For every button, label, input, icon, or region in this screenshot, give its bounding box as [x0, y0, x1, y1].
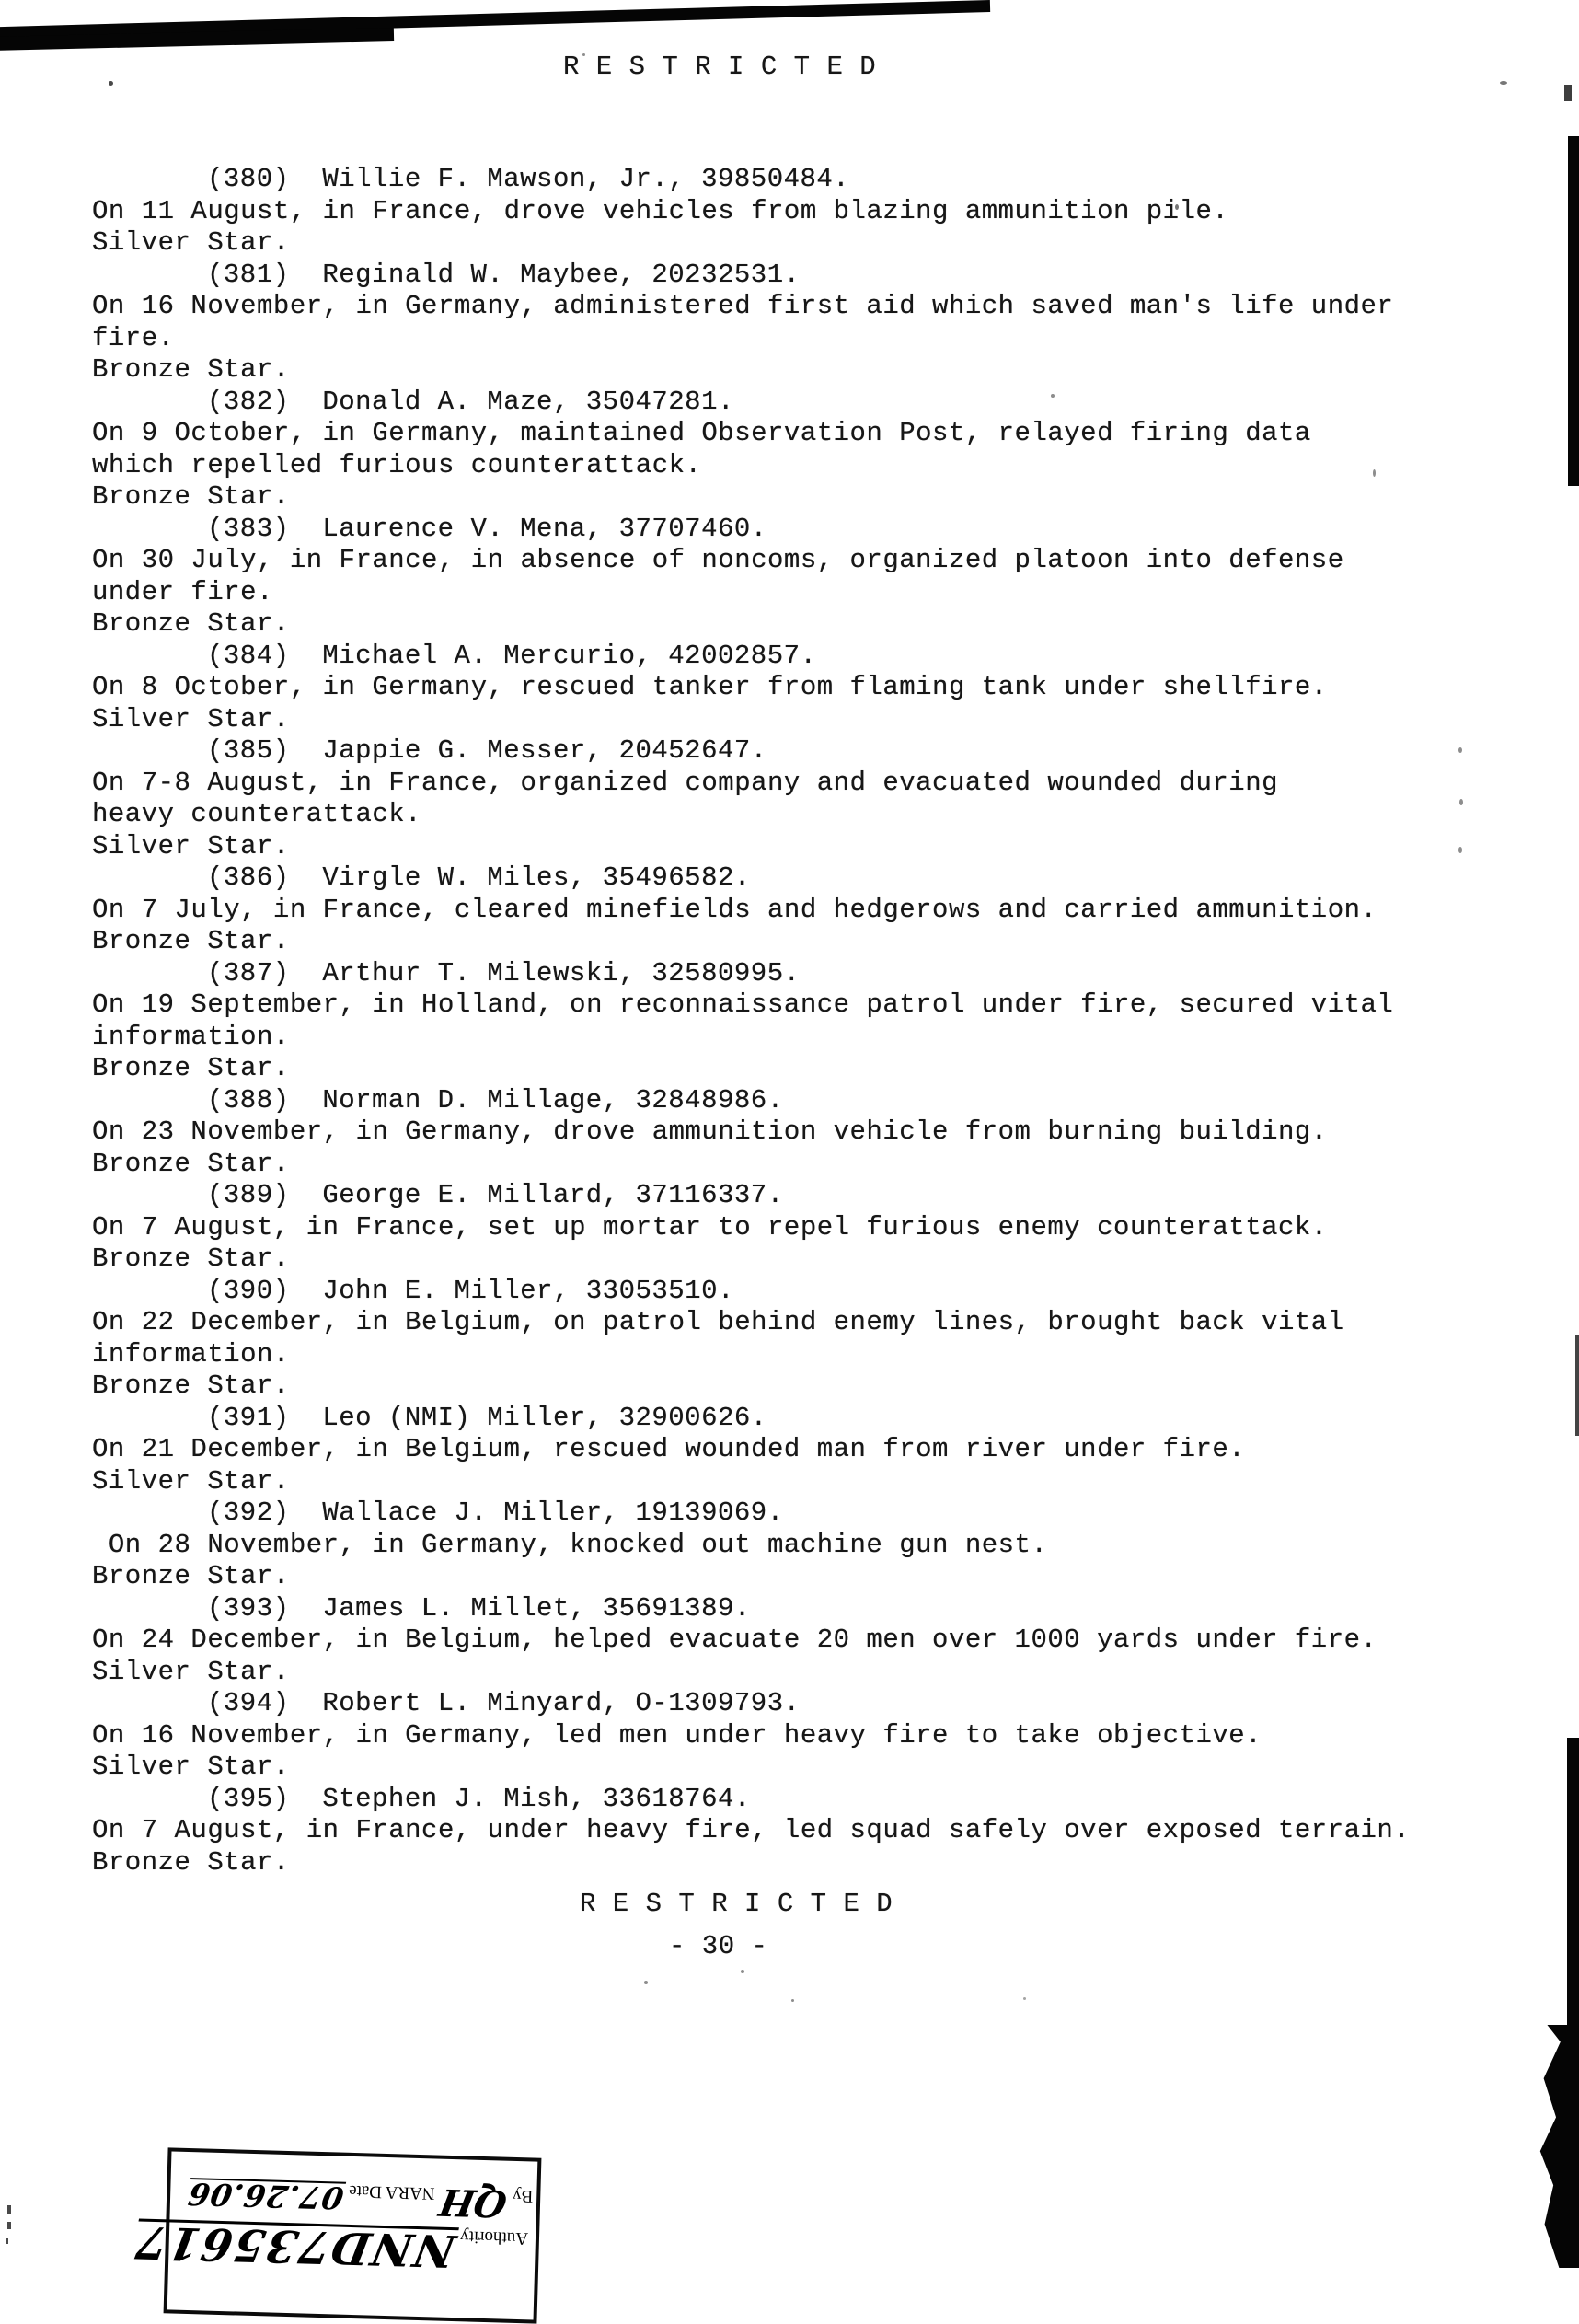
- entry-action-line: On 7 August, in France, under heavy fire, led squad safely over exposed terrain.: [92, 1815, 1411, 1845]
- entry-header: (387) Arthur T. Milewski, 32580995.: [207, 957, 801, 989]
- entry-header: (382) Donald A. Maze, 35047281.: [207, 386, 734, 417]
- entry-header: (392) Wallace J. Miller, 19139069.: [207, 1497, 784, 1528]
- classification-header: R E S T R I C T E D: [563, 52, 877, 82]
- entry-award: Silver Star.: [92, 1656, 290, 1687]
- noise-speck: [644, 1981, 648, 1984]
- entry-action-line: On 16 November, in Germany, administered first aid which saved man's life under: [92, 291, 1394, 321]
- entry-action-line: On 16 November, in Germany, led men under heavy fire to take objective.: [92, 1719, 1262, 1751]
- stamp-by-date-row: [184, 2175, 534, 2226]
- noise-speck: [791, 1999, 794, 2002]
- entry-award: Silver Star.: [92, 830, 290, 861]
- entry-award: Bronze Star.: [92, 1561, 290, 1591]
- entry-award: Bronze Star.: [92, 354, 290, 385]
- entry-header: (395) Stephen J. Mish, 33618764.: [207, 1783, 751, 1814]
- entry-action-line: fire.: [92, 322, 175, 353]
- stamp-date-label: NARA Date: [348, 2180, 435, 2203]
- page-number: - 30 -: [669, 1931, 768, 1961]
- entry-header: (393) James L. Millet, 35691389.: [207, 1592, 751, 1624]
- entry-award: Silver Star.: [92, 1465, 290, 1497]
- entry-award: Bronze Star.: [92, 481, 290, 512]
- entry-action-line: On 7 July, in France, cleared minefields and hedgerows and carried ammunition.: [92, 894, 1377, 925]
- entry-award: Bronze Star.: [92, 1148, 290, 1179]
- scan-edge-right-mark: [1575, 1335, 1579, 1436]
- entry-award: Bronze Star.: [92, 926, 290, 956]
- classification-footer: R E S T R I C T E D: [580, 1889, 893, 1919]
- declassification-stamp: [130, 2147, 542, 2323]
- entry-header: (380) Willie F. Mawson, Jr., 39850484.: [207, 164, 850, 194]
- entry-action-line: On 22 December, in Belgium, on patrol behind enemy lines, brought back vital: [92, 1307, 1344, 1337]
- noise-speck: [1564, 85, 1572, 101]
- stamp-by-label: By: [512, 2185, 534, 2206]
- entry-header: (381) Reginald W. Maybee, 20232531.: [207, 259, 801, 290]
- entry-action-line: On 7 August, in France, set up mortar to repel furious enemy counterattack.: [92, 1211, 1328, 1243]
- noise-speck: [741, 1970, 744, 1973]
- entry-award: Silver Star.: [92, 1752, 290, 1782]
- noise-speck: [7, 2205, 11, 2214]
- entry-award: Bronze Star.: [92, 1846, 290, 1878]
- entry-award: Bronze Star.: [92, 1370, 290, 1401]
- stamp-authority-label: Authority: [459, 2226, 529, 2249]
- entry-header: (391) Leo (NMI) Miller, 32900626.: [207, 1402, 767, 1433]
- noise-speck: [1023, 1997, 1026, 2000]
- entry-action-line: information.: [92, 1338, 290, 1370]
- noise-speck: [1500, 81, 1507, 85]
- entry-header: (390) John E. Miller, 33053510.: [207, 1275, 734, 1306]
- entry-header: (388) Norman D. Millage, 32848986.: [207, 1084, 784, 1116]
- entry-header: (394) Robert L. Minyard, O-1309793.: [207, 1688, 801, 1718]
- stamp-authority-value: NND735617: [130, 2215, 460, 2276]
- scan-edge-right-blob: [1535, 2025, 1579, 2268]
- entry-action-line: On 21 December, in Belgium, rescued wounded man from river under fire.: [92, 1434, 1246, 1464]
- scan-edge-right-bar-upper: [1568, 136, 1579, 486]
- entry-action-line: which repelled furious counterattack.: [92, 449, 702, 480]
- awards-list: [92, 164, 1564, 1879]
- entry-action-line: On 8 October, in Germany, rescued tanker from flaming tank under shellfire.: [92, 672, 1328, 702]
- stamp-by-initials: QH: [435, 2179, 512, 2226]
- entry-action-line: On 7-8 August, in France, organized company and evacuated wounded during: [92, 767, 1279, 798]
- entry-header: (385) Jappie G. Messer, 20452647.: [207, 735, 767, 766]
- stamp-authority-row: [130, 2215, 529, 2276]
- entry-header: (384) Michael A. Mercurio, 42002857.: [207, 640, 817, 671]
- entry-action-line: On 19 September, in Holland, on reconnaissance patrol under fire, secured vital: [92, 989, 1394, 1020]
- entry-header: (386) Virgle W. Miles, 35496582.: [207, 862, 751, 893]
- entry-action-line: On 28 November, in Germany, knocked out machine gun nest.: [92, 1529, 1048, 1560]
- entry-header: (389) George E. Millard, 37116337.: [207, 1180, 784, 1210]
- entry-award: Bronze Star.: [92, 1053, 290, 1083]
- noise-speck: [6, 2238, 8, 2244]
- entry-award: Silver Star.: [92, 703, 290, 734]
- entry-action-line: heavy counterattack.: [92, 799, 422, 829]
- entry-header: (383) Laurence V. Mena, 37707460.: [207, 513, 767, 544]
- entry-action-line: On 11 August, in France, drove vehicles from blazing ammunition pile.: [92, 195, 1229, 226]
- entry-action-line: On 24 December, in Belgium, helped evacuate 20 men over 1000 yards under fire.: [92, 1624, 1377, 1655]
- noise-speck: [109, 81, 113, 86]
- stamp-date-value: 07.26.06: [184, 2175, 347, 2216]
- entry-award: Silver Star.: [92, 227, 290, 258]
- entry-action-line: On 30 July, in France, in absence of noncoms, organized platoon into defense: [92, 545, 1344, 575]
- scan-edge-right-bar-lower: [1567, 1738, 1579, 2030]
- entry-action-line: On 9 October, in Germany, maintained Observation Post, relayed firing data: [92, 418, 1311, 448]
- entry-action-line: under fire.: [92, 576, 273, 607]
- noise-speck: [7, 2222, 11, 2229]
- entry-action-line: On 23 November, in Germany, drove ammunition vehicle from burning building.: [92, 1116, 1328, 1147]
- entry-award: Bronze Star.: [92, 1243, 290, 1274]
- entry-action-line: information.: [92, 1021, 290, 1052]
- entry-award: Bronze Star.: [92, 608, 290, 639]
